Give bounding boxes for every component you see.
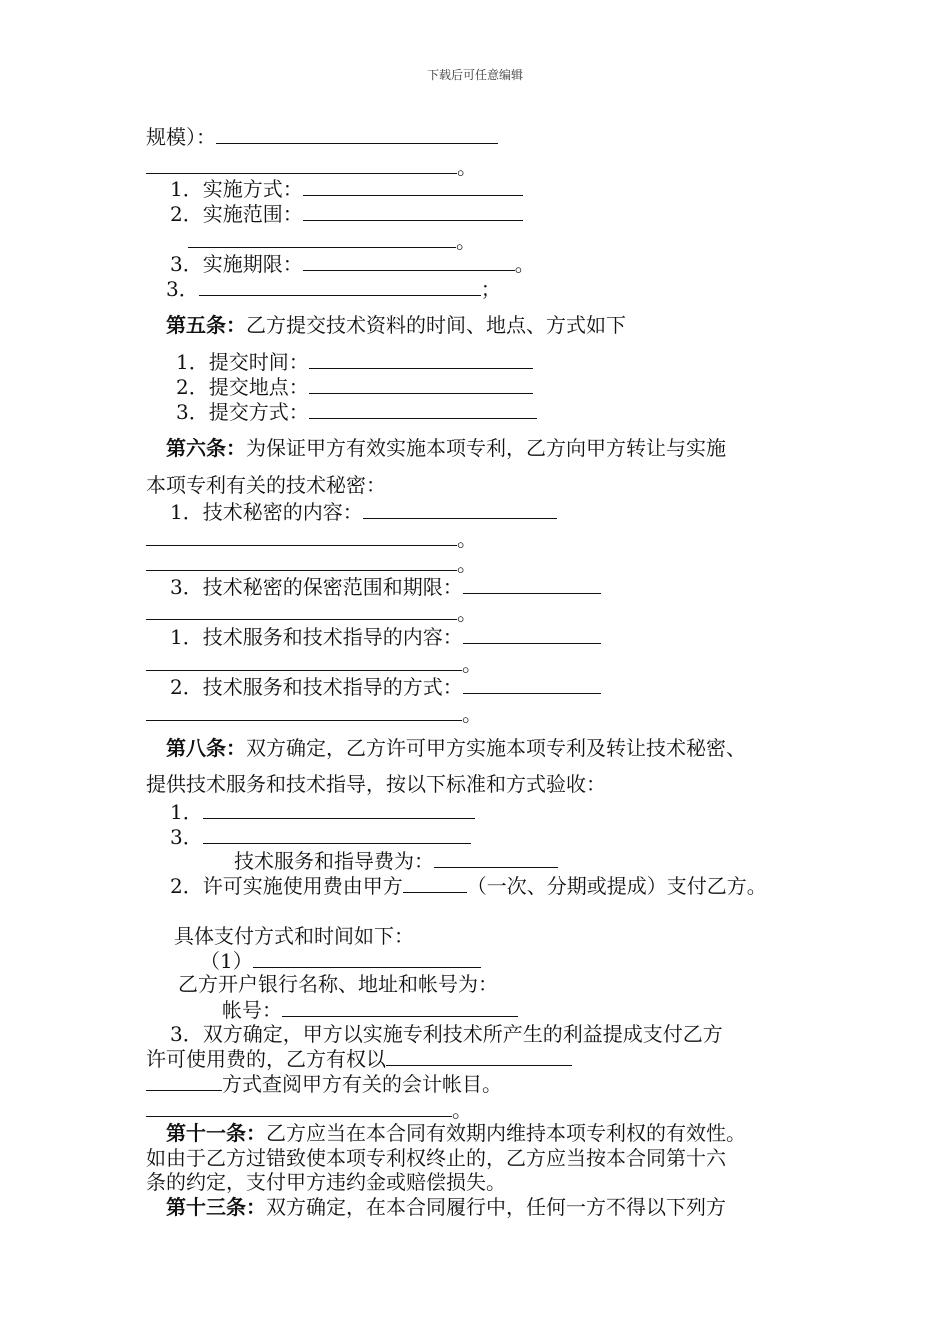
line-blank2: 。 xyxy=(146,1097,472,1122)
blank-underline[interactable] xyxy=(146,600,457,620)
line-submit-time: 1．提交时间： xyxy=(176,349,533,374)
article-5: 第五条：乙方提交技术资料的时间、地点、方式如下 xyxy=(166,313,626,337)
line-item1: 1． xyxy=(170,799,475,824)
blank-underline[interactable] xyxy=(146,551,457,571)
blank-underline[interactable] xyxy=(309,399,537,419)
line-service-content: 1．技术服务和技术指导的内容： xyxy=(170,624,601,649)
blank-underline[interactable] xyxy=(463,574,601,594)
line-impl-range-cont: 。 xyxy=(188,228,476,253)
line-secret-scope-cont: 。 xyxy=(146,600,477,625)
blank-underline[interactable] xyxy=(146,651,462,671)
line-scale: 规模）： xyxy=(146,124,498,149)
blank-underline[interactable] xyxy=(146,526,457,546)
blank-underline[interactable] xyxy=(463,624,601,644)
line-service-way-cont: 。 xyxy=(146,701,482,726)
blank-underline[interactable] xyxy=(386,1046,572,1066)
blank-underline[interactable] xyxy=(303,201,523,221)
blank-underline[interactable] xyxy=(309,374,533,394)
blank-underline[interactable] xyxy=(253,948,481,968)
article-8: 第八条：双方确定，乙方许可甲方实施本项专利及转让技术秘密、 xyxy=(166,736,746,760)
blank-underline[interactable] xyxy=(146,1097,452,1117)
line-pay-1: （1） xyxy=(200,948,481,973)
line-secret-content: 1．技术秘密的内容： xyxy=(170,499,557,524)
line-impl-range: 2．实施范围： xyxy=(170,201,523,226)
blank-underline[interactable] xyxy=(363,499,557,519)
blank-underline[interactable] xyxy=(303,176,523,196)
line-royalty-cont2: 方式查阅甲方有关的会计帐目。 xyxy=(146,1071,502,1096)
line-impl-period: 3．实施期限： 。 xyxy=(170,252,535,276)
article-13: 第十三条：双方确定，在本合同履行中，任何一方不得以下列方 xyxy=(166,1195,726,1219)
blank-underline[interactable] xyxy=(463,674,601,694)
blank-underline[interactable] xyxy=(146,701,462,721)
blank-underline[interactable] xyxy=(188,228,456,248)
blank-underline[interactable] xyxy=(216,124,498,144)
blank-underline[interactable] xyxy=(203,824,471,844)
article-11: 第十一条：乙方应当在本合同有效期内维持本项专利权的有效性。 xyxy=(166,1121,746,1145)
line-secret-scope: 3．技术秘密的保密范围和期限： xyxy=(170,574,601,599)
blank-underline[interactable] xyxy=(403,873,467,893)
line-submit-way: 3．提交方式： xyxy=(176,399,537,424)
line-item3: 3． ； xyxy=(166,277,501,301)
article-11-cont: 如由于乙方过错致使本项专利权终止的，乙方应当按本合同第十六 xyxy=(146,1146,726,1170)
article-6: 第六条：为保证甲方有效实施本项专利，乙方向甲方转让与实施 xyxy=(166,436,726,460)
article-11-cont2: 条的约定，支付甲方违约金或赔偿损失。 xyxy=(146,1170,506,1194)
blank-underline[interactable] xyxy=(303,251,515,271)
line-submit-place: 2．提交地点： xyxy=(176,374,533,399)
line-service-content-cont: 。 xyxy=(146,651,482,676)
article-8-cont: 提供技术服务和技术指导，按以下标准和方式验收： xyxy=(146,772,606,796)
line-account: 帐号： xyxy=(222,997,518,1022)
article-6-cont: 本项专利有关的技术秘密： xyxy=(146,473,386,497)
blank-underline[interactable] xyxy=(146,1071,222,1091)
line-service-way: 2．技术服务和技术指导的方式： xyxy=(170,674,601,699)
line-royalty-cont: 许可使用费的，乙方有权以 xyxy=(146,1046,572,1071)
line-royalty: 3．双方确定，甲方以实施专利技术所产生的利益提成支付乙方 xyxy=(170,1022,723,1046)
line-bank: 乙方开户银行名称、地址和帐号为： xyxy=(178,972,498,996)
line-pay-detail: 具体支付方式和时间如下： xyxy=(174,924,414,948)
blank-underline[interactable] xyxy=(146,154,457,174)
blank-underline[interactable] xyxy=(434,848,558,868)
blank-underline[interactable] xyxy=(199,276,481,296)
line-secret-content-cont: 。 xyxy=(146,526,477,551)
line-item3b: 3． xyxy=(170,824,471,849)
line-fee-payment: 2．许可实施使用费由甲方 （一次、分期或提成）支付乙方。 xyxy=(170,874,767,898)
line-scale-cont: 。 xyxy=(146,154,477,179)
line-blank: 。 xyxy=(146,551,477,576)
page-header: 下载后可任意编辑 xyxy=(426,68,523,82)
blank-underline[interactable] xyxy=(282,997,518,1017)
blank-underline[interactable] xyxy=(309,349,533,369)
line-service-fee: 技术服务和指导费为： xyxy=(234,848,558,873)
blank-underline[interactable] xyxy=(203,799,475,819)
line-impl-way: 1．实施方式： xyxy=(170,176,523,201)
